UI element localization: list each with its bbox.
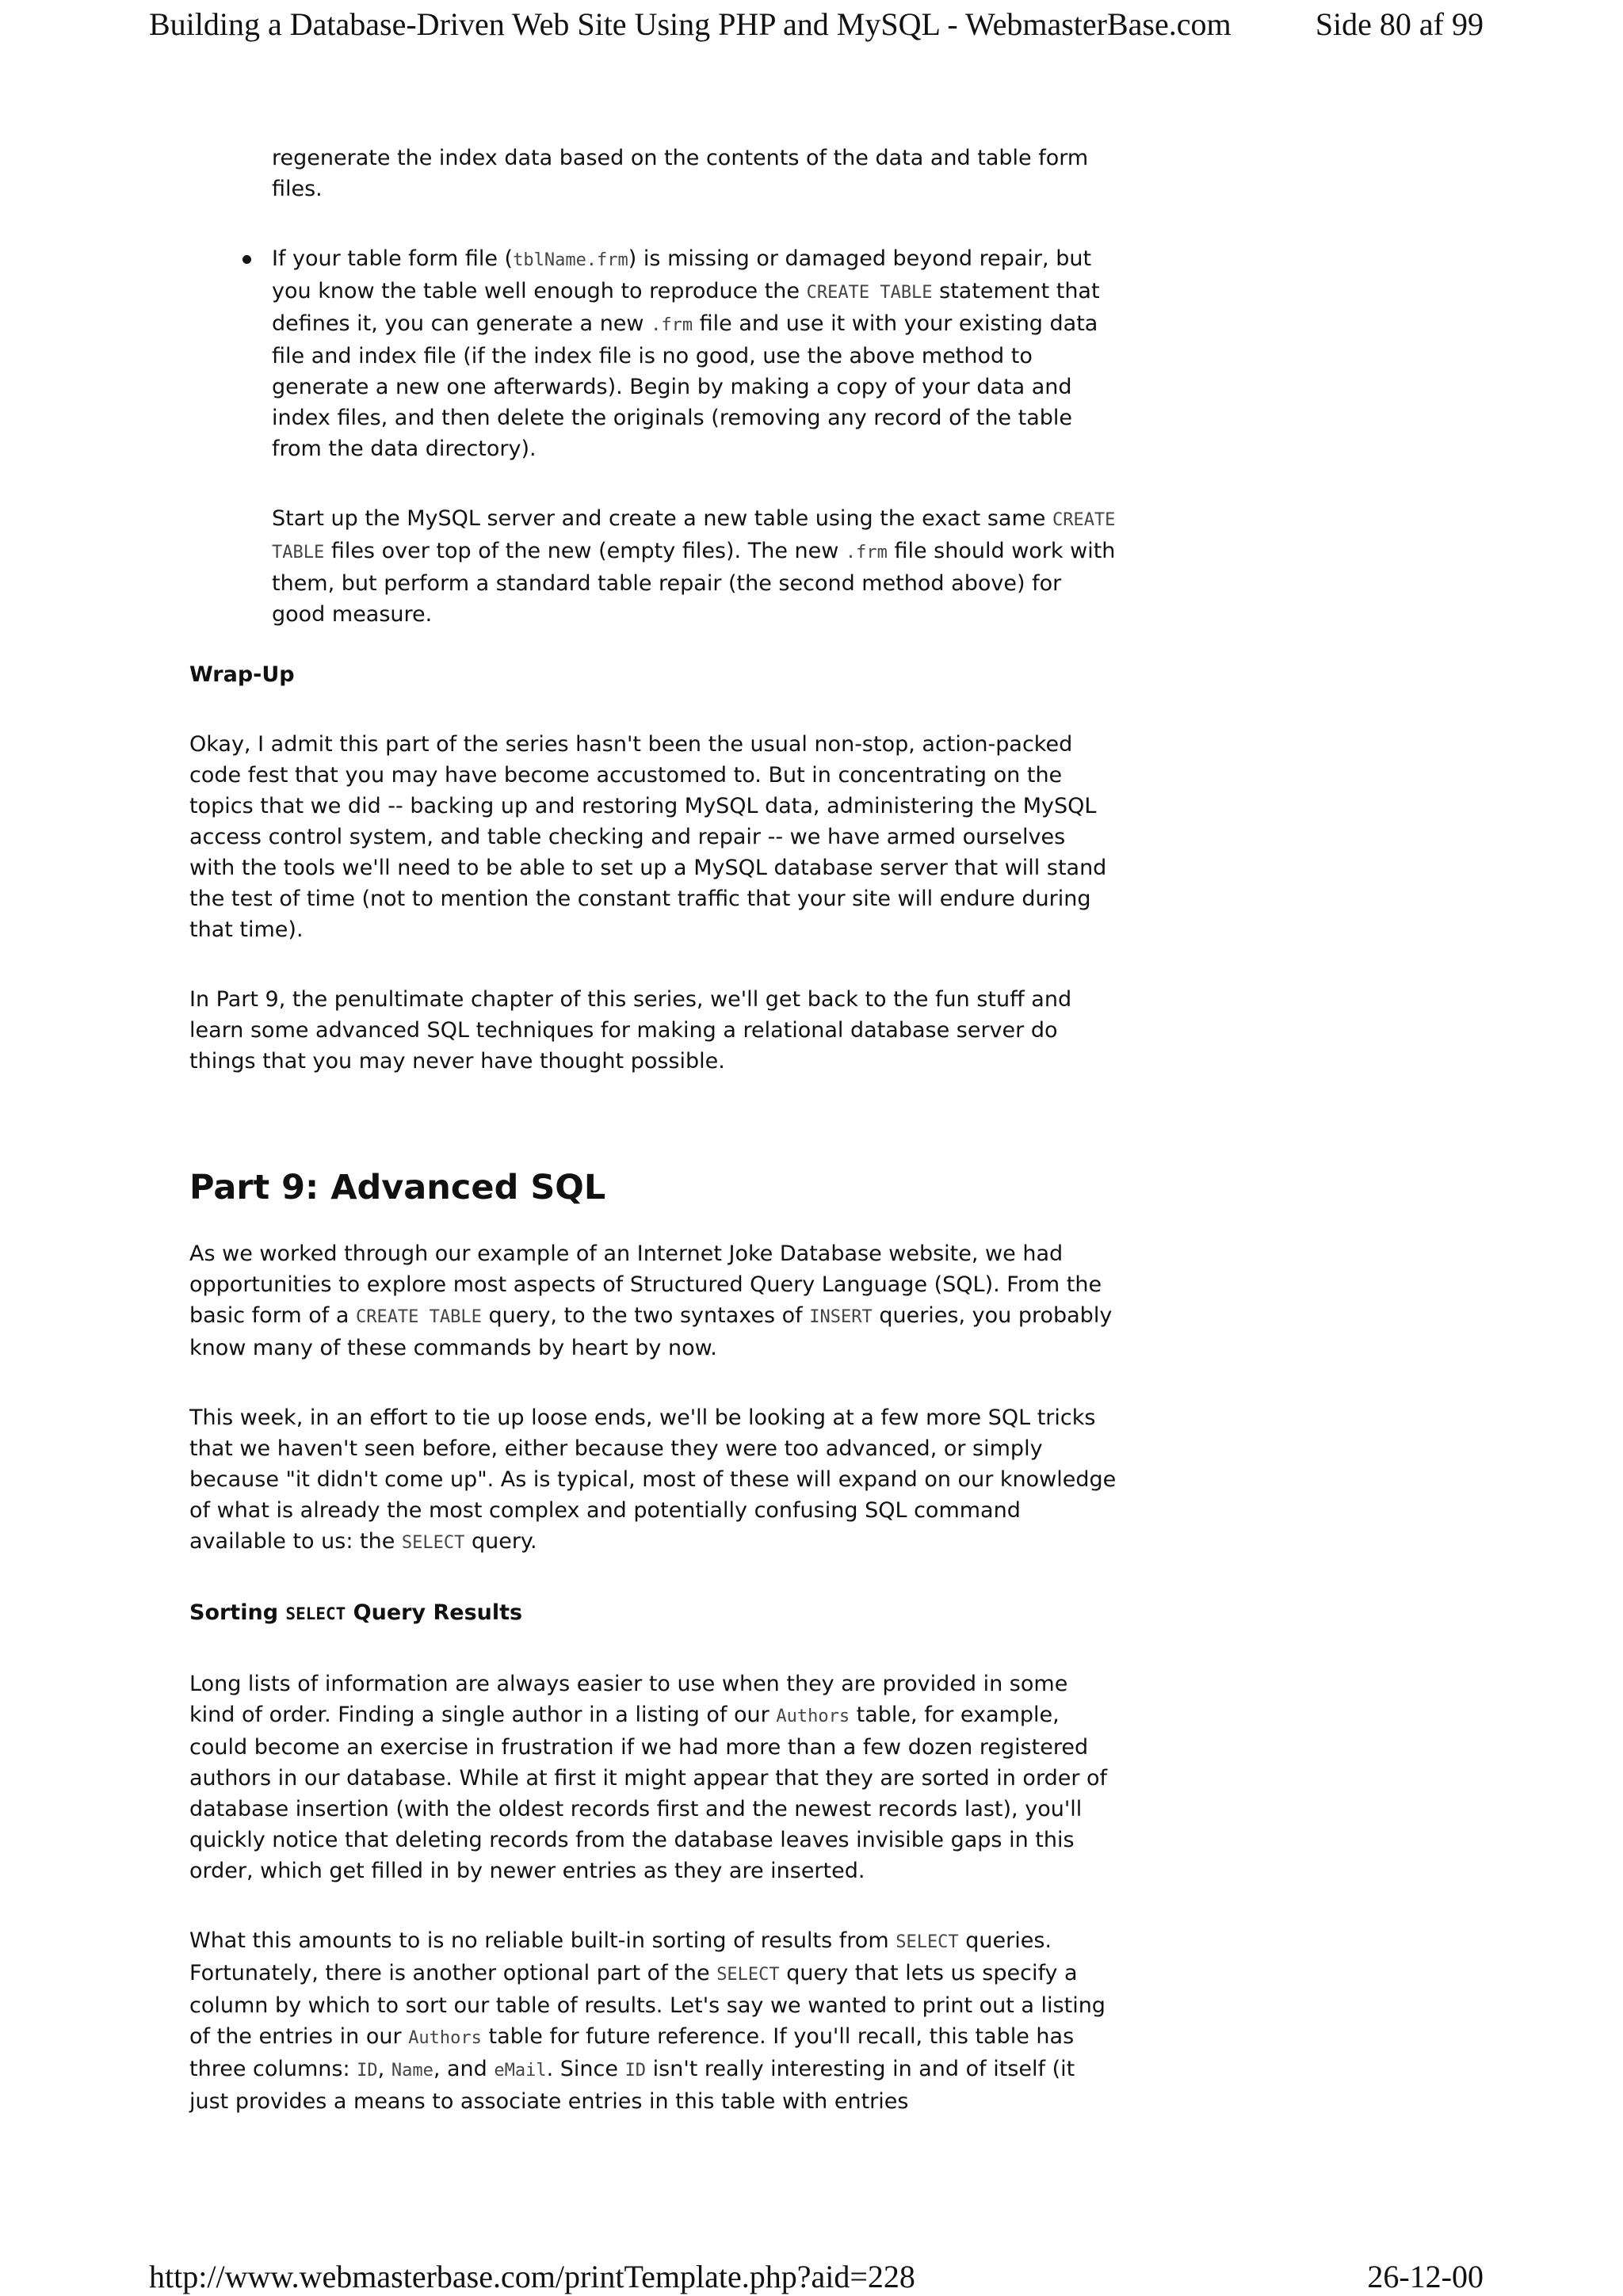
paragraph: What this amounts to is no reliable built-in sorting of results from SELECT queries. Fortunately, there is another optional part of the SELECT query that lets us specify a column by which to sort our table of results. Let's say we wanted to print out a listing of the entries in our Authors table for future reference. If you'll recall, this table has three columns: ID, Name, and eMail. Since ID isn't really interesting in and of itself (it just provides a means to associate entries in this table with entries: [189, 1928, 1106, 2114]
bullet-icon: [242, 255, 251, 264]
inline-code: Authors: [408, 2028, 482, 2048]
paragraph: Long lists of information are always easier to use when they are provided in some kind of order. Finding a single author in a listing of our Authors table, for example, could become an exercise in frustration if we had more than a few dozen registered authors in our database. While at first it might appear that they are sorted in order of database insertion (with the oldest records first and the newest records last), you'll quickly notice that deleting records from the database leaves invisible gaps in this order, which get filled in by newer entries as they are inserted.: [189, 1672, 1108, 1883]
inline-code: SELECT: [716, 1965, 780, 1985]
page-number: Side 80 af 99: [1315, 6, 1484, 42]
inline-code: SELECT: [285, 1604, 346, 1623]
page-header: [149, 0, 1484, 48]
inline-code: CREATE TABLE: [272, 510, 1116, 563]
inline-code: Name: [391, 2061, 433, 2081]
inline-code: SELECT: [896, 1932, 959, 1952]
inline-code: CREATE TABLE: [806, 283, 933, 303]
inline-code: tblName.frm: [513, 250, 628, 270]
part-title: Part 9: Advanced SQL: [189, 1168, 606, 1207]
paragraph: This week, in an effort to tie up loose ends, we'll be looking at a few more SQL tricks that we haven't seen before, either because they were too advanced, or simply because "it didn't come up". As is typical, most of these will expand on our knowledge of what is already the most complex and potentially confusing SQL command available to us: the SELECT query.: [189, 1405, 1117, 1554]
paragraph: As we worked through our example of an Internet Joke Database website, we had opportunities to explore most aspects of Structured Query Language (SQL). From the basic form of a CREATE TABLE query, to the two syntaxes of INSERT queries, you probably know many of these commands by heart by now.: [189, 1241, 1113, 1360]
inline-code: ID: [357, 2061, 378, 2081]
page-footer: [149, 2256, 1484, 2296]
paragraph: Okay, I admit this part of the series hasn't been the usual non-stop, action-packed code fest that you may have become accustomed to. But in concentrating on the topics that we did -- backing up and restoring MySQL data, administering the MySQL access control system, and table checking and repair -- we have armed ourselves with the tools we'll need to be able to set up a MySQL database server that will stand the test of time (not to mention the constant traffic that your site will endure during that time).: [189, 732, 1107, 942]
section-heading-sorting: Sorting SELECT Query Results: [189, 1600, 523, 1625]
paragraph: regenerate the index data based on the contents of the data and table form files.: [272, 146, 1089, 201]
footer-url: http://www.webmasterbase.com/printTemplate.php?aid=228: [149, 2258, 915, 2294]
list-item: If your table form file (tblName.frm) is missing or damaged beyond repair, but you know the table well enough to reproduce the CREATE TABLE statement that defines it, you can generate a new .frm file and use it with your existing data file and index file (if the index file is no good, use the above method to generate a new one afterwards). Begin by making a copy of your data and index files, and then delete the originals (removing any record of the table from the data directory).: [272, 243, 1117, 464]
inline-code: INSERT: [809, 1307, 873, 1327]
inline-code: ID: [624, 2061, 647, 2081]
inline-code: .frm: [651, 315, 693, 335]
document-title: Building a Database-Driven Web Site Using PHP and MySQL - WebmasterBase.com: [149, 6, 1232, 42]
inline-code: SELECT: [401, 1533, 465, 1553]
paragraph: In Part 9, the penultimate chapter of this series, we'll get back to the fun stuff and learn some advanced SQL techniques for making a relational database server do things that you may never have thought possible.: [189, 987, 1072, 1074]
inline-code: CREATE TABLE: [355, 1307, 482, 1327]
footer-date: 26-12-00: [1367, 2258, 1484, 2294]
paragraph: Start up the MySQL server and create a new table using the exact same CREATE TABLE files over top of the new (empty files). The new .frm file should work with them, but perform a standard table repair (the second method above) for good measure.: [272, 506, 1116, 627]
inline-code: Authors: [776, 1707, 850, 1726]
section-heading-wrap-up: Wrap-Up: [189, 662, 295, 687]
article-content: [189, 143, 1117, 2156]
inline-code: eMail: [494, 2061, 547, 2081]
inline-code: .frm: [845, 543, 888, 563]
